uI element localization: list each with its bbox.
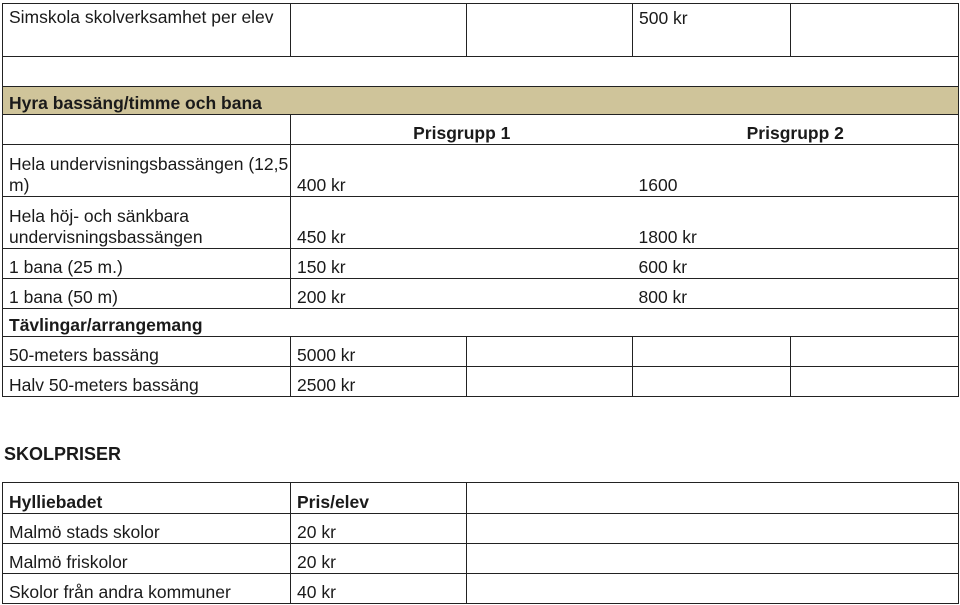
section-header xyxy=(3,87,959,115)
school-prices-title: SKOLPRISER xyxy=(4,444,122,464)
price-value: 2500 kr xyxy=(291,367,467,397)
row-label: Halv 50-meters bassäng xyxy=(3,367,291,397)
price-group-1-value: 450 kr xyxy=(291,197,633,249)
competition-section-title: Tävlingar/arrangemang xyxy=(3,309,959,337)
rent-section-title: Hyra bassäng/timme och bana xyxy=(3,87,959,115)
price-group-1: Prisgrupp 1 xyxy=(291,115,633,145)
row-label: Hela undervisningsbassängen (12,5 m) xyxy=(3,145,291,197)
price-group-2-value: 1800 kr xyxy=(633,197,959,249)
price-value: 40 kr xyxy=(291,574,467,604)
table-header-row xyxy=(3,483,959,514)
row-label: Hela höj- och sänkbara undervisningsbassängen xyxy=(3,197,291,249)
table-row xyxy=(3,145,959,197)
section-header xyxy=(3,309,959,337)
price-group-2: Prisgrupp 2 xyxy=(633,115,959,145)
price-group-1-value: 200 kr xyxy=(291,279,633,309)
table-row xyxy=(3,279,959,309)
table-row xyxy=(3,544,959,574)
table-row xyxy=(3,197,959,249)
column-header-price: Pris/elev xyxy=(291,483,467,514)
swim-school-label: Simskola skolverksamhet per elev xyxy=(3,4,291,57)
swim-school-price: 500 kr xyxy=(633,4,791,57)
price-group-1-value: 400 kr xyxy=(291,145,633,197)
table-row xyxy=(3,249,959,279)
row-label: Malmö stads skolor xyxy=(3,514,291,544)
row-label: Skolor från andra kommuner xyxy=(3,574,291,604)
school-price-table xyxy=(2,482,959,604)
row-label: 50-meters bassäng xyxy=(3,337,291,367)
table-row xyxy=(3,574,959,604)
table-row xyxy=(3,367,959,397)
row-label: 1 bana (50 m) xyxy=(3,279,291,309)
price-group-row xyxy=(3,115,959,145)
table-row xyxy=(3,514,959,544)
price-group-2-value: 1600 xyxy=(633,145,959,197)
price-value: 20 kr xyxy=(291,544,467,574)
column-header-place: Hylliebadet xyxy=(3,483,291,514)
price-value: 5000 kr xyxy=(291,337,467,367)
row-label: 1 bana (25 m.) xyxy=(3,249,291,279)
price-group-2-value: 600 kr xyxy=(633,249,959,279)
price-group-2-value: 800 kr xyxy=(633,279,959,309)
rent-price-table xyxy=(2,3,959,397)
price-group-1-value: 150 kr xyxy=(291,249,633,279)
row-label: Malmö friskolor xyxy=(3,544,291,574)
table-row xyxy=(3,4,959,57)
table-row xyxy=(3,337,959,367)
price-value: 20 kr xyxy=(291,514,467,544)
